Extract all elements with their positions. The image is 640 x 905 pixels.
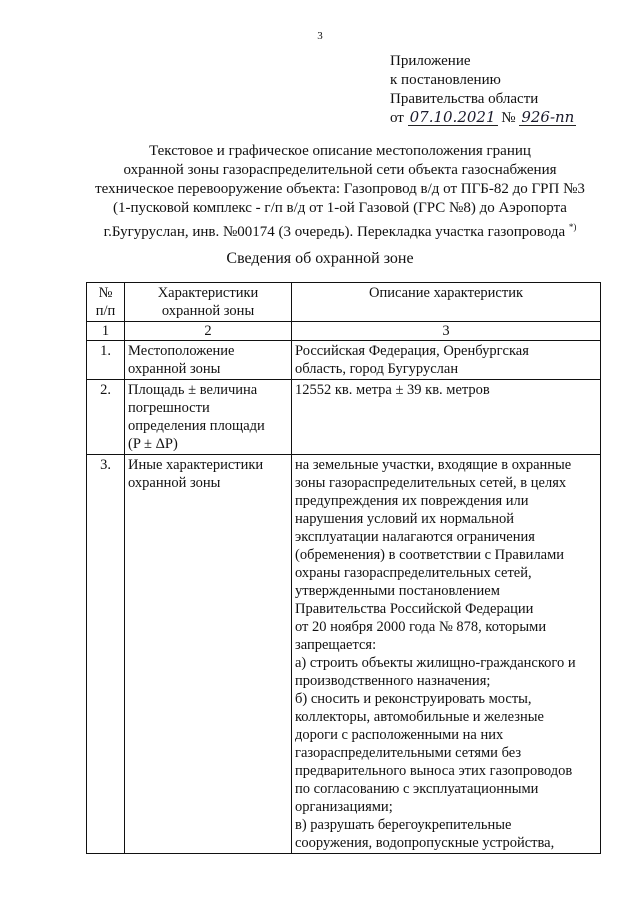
- table-row: [87, 380, 601, 455]
- title-footnote-mark: *): [568, 222, 577, 232]
- row-characteristic: Местоположение охранной зоны: [125, 341, 292, 380]
- row-number: 1.: [87, 341, 125, 380]
- row-number: 2.: [87, 380, 125, 455]
- header-characteristics: Характеристики охранной зоны: [125, 283, 292, 322]
- appendix-line-3: Правительства области: [390, 91, 539, 107]
- title-line: техническое перевооружение объекта: Газопровод в/д от ПГБ-82 до ГРП №3: [95, 181, 585, 197]
- title-line: охранной зоны газораспределительной сети объекта газоснабжения: [123, 162, 557, 178]
- title-line: г.Бугуруслан, инв. №00174 (3 очередь). Перекладка участка газопровода *): [103, 222, 577, 240]
- table-header-row: [87, 283, 601, 322]
- index-cell: 2: [125, 322, 292, 341]
- row-description: на земельные участки, входящие в охранные зоны газораспределительных сетей, в целях предупреждения их повреждения или нарушения условий их нормальной эксплуатации налагаются ограничения (обременения) в соответствии с Правилами охраны газораспределительных сетей, утвержденными постановлением Правительства Российской Федерации от 20 ноября 2000 года № 878, которыми запрещается: а) строить объекты жилищно-гражданского и производственного назначения; б) сносить и реконструировать мосты, коллекторы, автомобильные и железные дороги с расположенными на них газораспределительными сетями без предварительного выноса этих газопроводов по согласованию с эксплуатационными организациями; в) разрушать берегоукрепительные сооружения, водопропускные устройства,: [292, 455, 601, 854]
- table-index-row: [87, 322, 601, 341]
- index-cell: 3: [292, 322, 601, 341]
- row-description: Российская Федерация, Оренбургская область, город Бугуруслан: [292, 341, 601, 380]
- row-number: 3.: [87, 455, 125, 854]
- handwritten-date: 07.10.2021: [409, 108, 496, 126]
- title-line: Текстовое и графическое описание местоположения границ: [149, 143, 531, 159]
- header-description: Описание характеристик: [292, 283, 601, 322]
- number-prefix: №: [501, 110, 516, 126]
- appendix-date-line: [390, 109, 576, 128]
- title-line: (1-пусковой комплекс - г/п в/д от 1-ой Газовой (ГРС №8) до Аэропорта: [113, 200, 567, 216]
- row-characteristic: Площадь ± величина погрешности определения площади (P ± ΔP): [125, 380, 292, 455]
- date-prefix: от: [390, 110, 404, 126]
- table-row: [87, 455, 601, 854]
- appendix-block: [390, 52, 576, 128]
- appendix-line-2: к постановлению: [390, 72, 501, 88]
- row-characteristic: Иные характеристики охранной зоны: [125, 455, 292, 854]
- section-subtitle: Сведения об охранной зоне: [226, 250, 414, 267]
- index-cell: 1: [87, 322, 125, 341]
- header-number: № п/п: [87, 283, 125, 322]
- document-title: [70, 142, 610, 242]
- page-number: 3: [317, 30, 323, 42]
- row-description: 12552 кв. метра ± 39 кв. метров: [292, 380, 601, 455]
- table-row: [87, 341, 601, 380]
- appendix-line-1: Приложение: [390, 53, 471, 69]
- handwritten-number: 926-пп: [521, 108, 575, 126]
- zone-info-table: [86, 282, 601, 854]
